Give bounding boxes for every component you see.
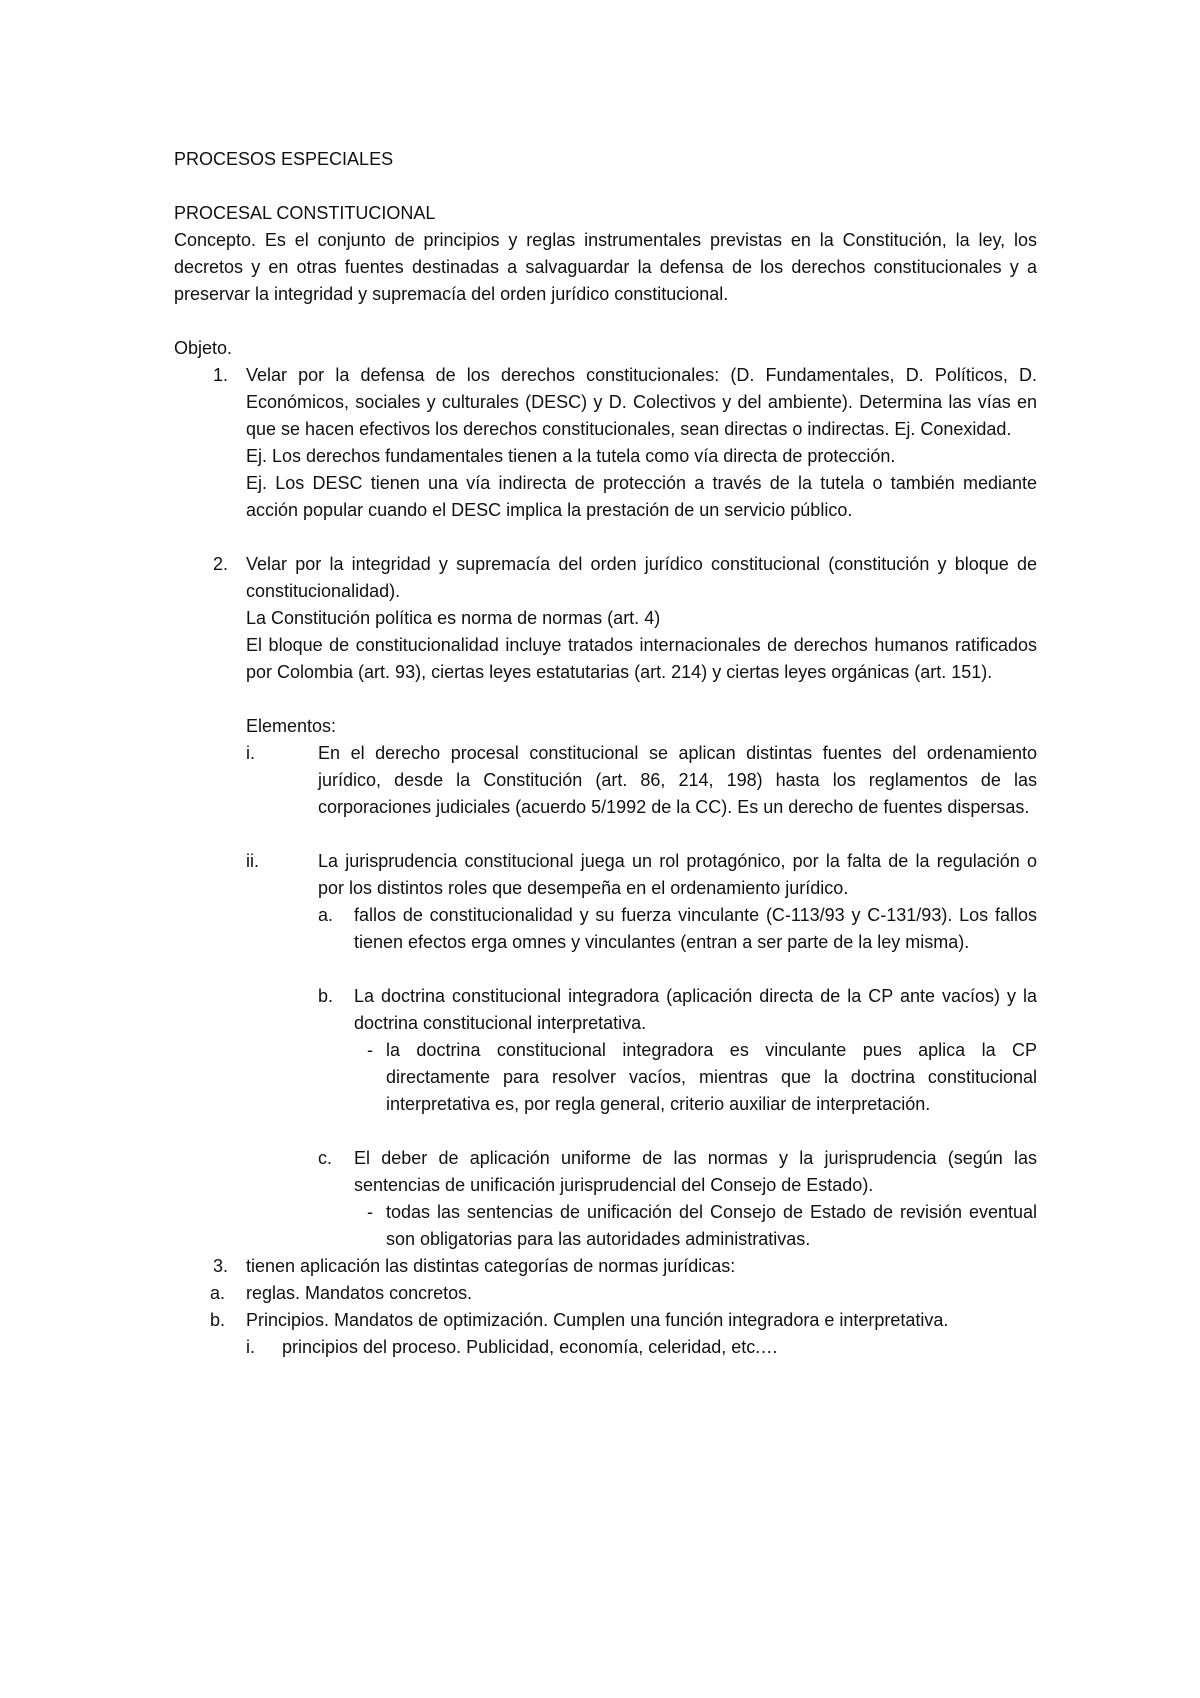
dash-item — [354, 1037, 1037, 1118]
dash-bullet: - — [367, 1040, 373, 1060]
concepto-paragraph: Concepto. Es el conjunto de principios y reglas instrumentales previstas en la Constitución, la ley, los decretos y en otras fuentes destinadas a salvaguardar la defensa de los derechos constitucionales y a preservar la integridad y supremacía del orden jurídico constitucional. — [174, 230, 1037, 304]
alpha-item-text: reglas. Mandatos concretos. — [246, 1283, 473, 1303]
list-item-2 — [174, 551, 1037, 740]
document-title: PROCESOS ESPECIALES — [174, 149, 394, 169]
objeto-label: Objeto. — [174, 338, 233, 358]
list-number: 3. — [212, 1256, 228, 1276]
elementos-label: Elementos: — [246, 716, 337, 736]
alpha-item-c — [318, 1145, 1037, 1253]
dash-item — [354, 1199, 1037, 1253]
alpha-number: b. — [210, 1310, 226, 1330]
dash-item-text: todas las sentencias de unificación del Consejo de Estado de revisión eventual son obligatorias para las autoridades administrativas. — [386, 1202, 1037, 1249]
item3-alpha-a — [174, 1280, 1037, 1307]
alpha-number: a. — [210, 1283, 226, 1303]
alpha-item-text: La doctrina constitucional integradora (aplicación directa de la CP ante vacíos) y la doctrina constitucional interpretativa. — [354, 986, 1037, 1033]
paragraph-constitucion: La Constitución política es norma de normas (art. 4) — [246, 608, 661, 628]
sublist-item-ii — [174, 848, 1037, 1253]
list-number: 1. — [212, 365, 228, 385]
alpha-item-text: fallos de constitucionalidad y su fuerza vinculante (C-113/93 y C-131/93). Los fallos tienen efectos erga omnes y vinculantes (entran a ser parte de la ley misma). — [354, 905, 1037, 952]
document-content — [174, 146, 1037, 1361]
alpha-item-text: Principios. Mandatos de optimización. Cumplen una función integradora e interpretativa. — [246, 1310, 949, 1330]
dash-bullet: - — [367, 1202, 373, 1222]
list-item-text: tienen aplicación las distintas categorías de normas jurídicas: — [246, 1256, 736, 1276]
alpha-item-text: El deber de aplicación uniforme de las normas y la jurisprudencia (según las sentencias de unificación jurisprudencial del Consejo de Estado). — [354, 1148, 1037, 1195]
sublist-item-text: En el derecho procesal constitucional se aplican distintas fuentes del ordenamiento jurídico, desde la Constitución (art. 86, 214, 198) hasta los reglamentos de las corporaciones judiciales (acuerdo 5/1992 de la CC). Es un derecho de fuentes dispersas. — [318, 743, 1037, 817]
paragraph-bloque: El bloque de constitucionalidad incluye tratados internacionales de derechos humanos ratificados por Colombia (art. 93), ciertas leyes estatutarias (art. 214) y ciertas leyes orgánicas (art. 151). — [246, 635, 1037, 682]
dash-item-text: la doctrina constitucional integradora es vinculante pues aplica la CP directamente para resolver vacíos, mientras que la doctrina constitucional interpretativa es, por regla general, criterio auxiliar de interpretación. — [386, 1040, 1037, 1114]
list-item-1 — [174, 362, 1037, 524]
roman-item-text: principios del proceso. Publicidad, economía, celeridad, etc.… — [282, 1337, 779, 1357]
example-2: Ej. Los DESC tienen una vía indirecta de protección a través de la tutela o también mediante acción popular cuando el DESC implica la prestación de un servicio público. — [246, 473, 1037, 520]
alpha-number: c. — [318, 1148, 333, 1168]
list-item-text: Velar por la integridad y supremacía del orden jurídico constitucional (constitución y bloque de constitucionalidad). — [246, 554, 1037, 601]
alpha-number: b. — [318, 986, 334, 1006]
list-item-text: Velar por la defensa de los derechos constitucionales: (D. Fundamentales, D. Políticos, D. Económicos, sociales y culturales (DESC) y D. Colectivos y del ambiente). Determina las vías en que se hacen efectivos los derechos constitucionales, sean directas o indirectas. Ej. Conexidad. — [246, 365, 1037, 439]
roman-number: ii. — [246, 851, 259, 871]
roman-number: i. — [246, 1337, 255, 1357]
item3-alpha-b — [174, 1307, 1037, 1334]
sublist-item-i — [174, 740, 1037, 821]
sublist-item-text: La jurisprudencia constitucional juega un rol protagónico, por la falta de la regulación o por los distintos roles que desempeña en el ordenamiento jurídico. — [318, 851, 1037, 898]
roman-number: i. — [246, 743, 255, 763]
example-1: Ej. Los derechos fundamentales tienen a la tutela como vía directa de protección. — [246, 446, 896, 466]
alpha-number: a. — [318, 905, 334, 925]
alpha-item-b — [318, 983, 1037, 1118]
item3-roman-i — [174, 1334, 1037, 1361]
list-item-3 — [174, 1253, 1037, 1280]
alpha-item-a — [318, 902, 1037, 956]
list-number: 2. — [212, 554, 228, 574]
section-heading: PROCESAL CONSTITUCIONAL — [174, 203, 436, 223]
